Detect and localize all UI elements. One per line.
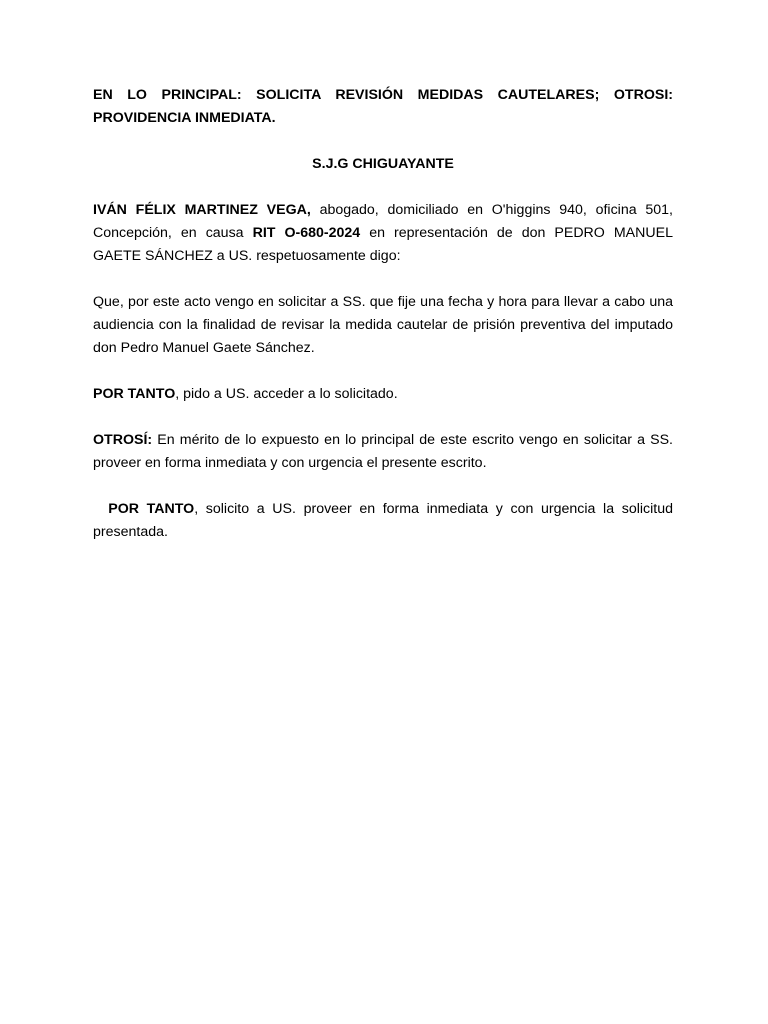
lawyer-name: IVÁN FÉLIX MARTINEZ VEGA,: [93, 202, 311, 218]
por-tanto-label-2: POR TANTO: [108, 501, 195, 517]
request-paragraph: [93, 291, 673, 360]
por-tanto-paragraph-1: [93, 383, 673, 406]
request-text: Que, por este acto vengo en solicitar a SS. que fije una fecha y hora para llevar a cabo una audiencia con la finalidad de revisar la medida cautelar de prisión preventiva del imputado don Pedro Manuel Gaete Sánchez.: [93, 294, 673, 356]
intro-text-2: en representación de don PEDRO MANUEL GAETE SÁNCHEZ a US. respetuosamente digo:: [93, 225, 673, 264]
por-tanto-paragraph-2: [93, 498, 673, 544]
otrosi-label: OTROSÍ:: [93, 432, 153, 448]
intro-text-1: abogado, domiciliado en O'higgins 940, oficina 501, Concepción, en causa: [93, 202, 673, 241]
document-heading: [93, 84, 673, 130]
otrosi-text: En mérito de lo expuesto en lo principal de este escrito vengo en solicitar a SS. proveer en forma inmediata y con urgencia el presente escrito.: [93, 432, 673, 471]
document-page: [93, 84, 673, 567]
intro-paragraph: [93, 199, 673, 268]
otrosi-paragraph: [93, 429, 673, 475]
por-tanto-text-1: , pido a US. acceder a lo solicitado.: [175, 386, 398, 402]
heading-text: EN LO PRINCIPAL: SOLICITA REVISIÓN MEDIDAS CAUTELARES; OTROSI: PROVIDENCIA INMEDIATA.: [93, 87, 673, 126]
por-tanto-text-2: , solicito a US. proveer en forma inmediata y con urgencia la solicitud presentada.: [93, 501, 673, 540]
case-number: RIT O-680-2024: [252, 225, 361, 241]
por-tanto-label-1: POR TANTO: [93, 386, 176, 402]
court-text: S.J.G CHIGUAYANTE: [312, 156, 454, 172]
court-name: [93, 153, 673, 176]
